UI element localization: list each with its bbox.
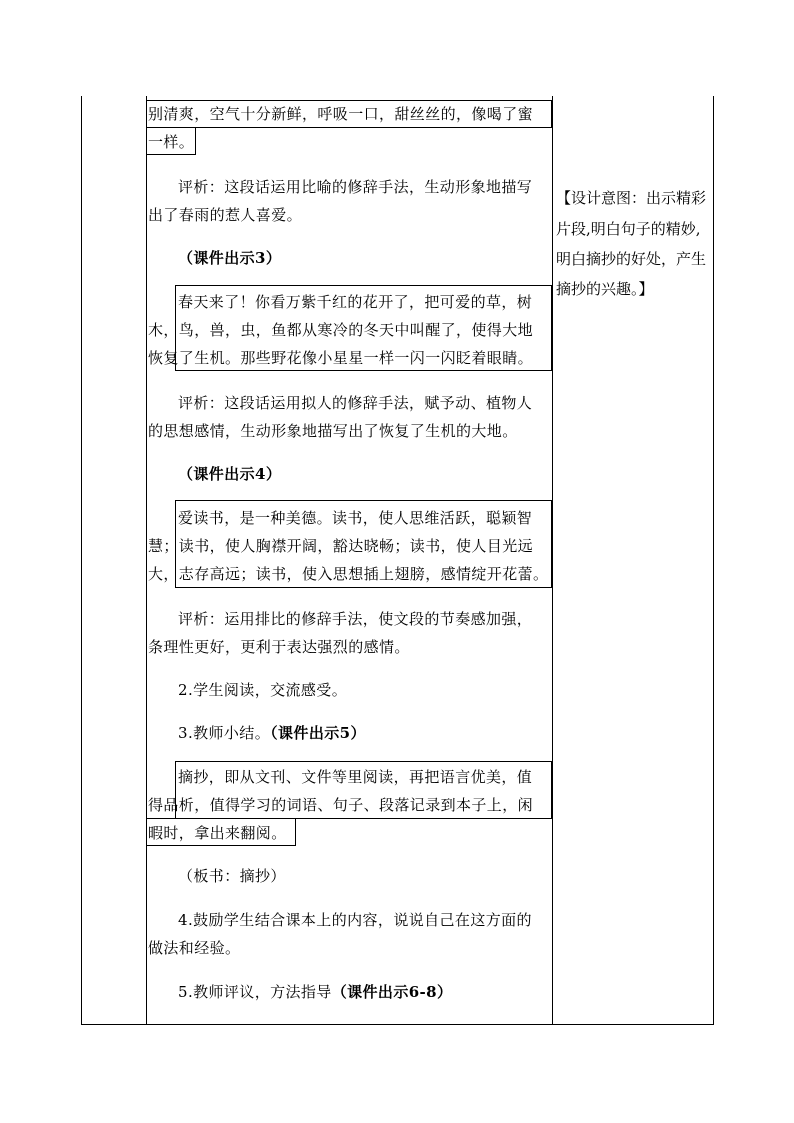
quote-3-line-1: 春天来了！你看万紫千红的花开了，把可爱的草，树 (178, 293, 533, 311)
quote-5-line-2: 得品析，值得学习的词语、句子、段落记录到本子上，闲 (148, 796, 534, 814)
courseware-heading-3: （课件出示3） (178, 249, 282, 267)
quote-3-line-2: 木，鸟，兽，虫，鱼都从寒冷的冬天中叫醒了，使得大地 (148, 321, 534, 339)
table-border-bottom (81, 1024, 714, 1025)
design-intent-line-4: 摘抄的兴趣。】 (556, 280, 654, 298)
courseware-heading-4: （课件出示4） (178, 465, 282, 483)
table-border-left (81, 96, 82, 1025)
comment-3-line-1: 评析：这段话运用拟人的修辞手法，赋予动、植物人 (178, 394, 533, 412)
quote-2-line-2: 一样。 (148, 133, 195, 151)
design-intent-line-2: 片段,明白句子的精妙, (556, 220, 701, 238)
board-note: （板书：摘抄） (178, 867, 286, 885)
step-2: 2.学生阅读，交流感受。 (178, 681, 348, 699)
quote-5-line-3: 暇时，拿出来翻阅。 (148, 824, 287, 842)
design-intent-line-1: 【设计意图：出示精彩 (556, 189, 707, 207)
comment-4-line-2: 条理性更好，更利于表达强烈的感情。 (148, 638, 410, 656)
step-4-line-2: 做法和经验。 (148, 939, 241, 957)
comment-3-line-2: 的思想感情，生动形象地描写出了恢复了生机的大地。 (148, 422, 518, 440)
quote-5-line-1: 摘抄，即从文刊、文件等里阅读，再把语言优美，值 (178, 768, 533, 786)
table-divider-1 (146, 96, 147, 1025)
step-5 (178, 982, 452, 1002)
quote-4-line-3: 大，志存高远；读书，使入思想插上翅膀，感情绽开花蕾。 (148, 565, 549, 583)
comment-2-line-2: 出了春雨的惹人喜爱。 (148, 206, 303, 224)
comment-2-line-1: 评析：这段话运用比喻的修辞手法，生动形象地描写 (178, 178, 533, 196)
step-5-courseware: （课件出示6-8） (331, 983, 453, 1001)
step-4-line-1: 4.鼓励学生结合课本上的内容，说说自己在这方面的 (178, 911, 532, 929)
design-intent-line-3: 明白摘抄的好处，产生 (556, 250, 707, 268)
step-5-text: 5.教师评议，方法指导 (178, 983, 332, 1001)
table-border-right (713, 96, 714, 1025)
quote-4-line-2: 慧；读书，使人胸襟开阔，豁达晓畅；读书，使人目光远 (148, 537, 534, 555)
quote-2-line-1: 别清爽，空气十分新鲜，呼吸一口，甜丝丝的，像喝了蜜 (148, 105, 534, 123)
step-3 (178, 723, 366, 743)
quote-4-line-1: 爱读书，是一种美德。读书，使人思维活跃，聪颖智 (178, 509, 533, 527)
comment-4-line-1: 评析：运用排比的修辞手法，使文段的节奏感加强， (178, 610, 533, 628)
step-3-text: 3.教师小结。 (178, 724, 271, 742)
quote-3-line-3: 恢复了生机。那些野花像小星星一样一闪一闪眨着眼睛。 (148, 349, 534, 367)
step-3-courseware: （课件出示5） (270, 724, 366, 742)
table-divider-2 (552, 96, 553, 1025)
